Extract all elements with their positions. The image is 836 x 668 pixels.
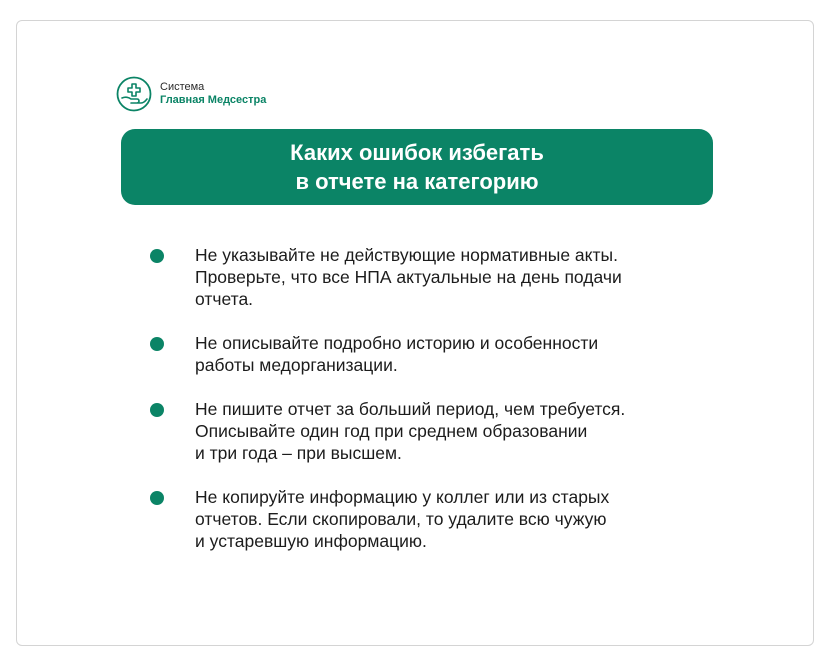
list-item-text: Не указывайте не действующие нормативные акты.: [195, 245, 618, 265]
bullet-dot-icon: [150, 403, 164, 417]
brand-logo[interactable]: [116, 76, 266, 112]
list-item-text: и устаревшую информацию.: [195, 531, 427, 551]
title-banner: [121, 129, 713, 205]
list-item-text: Не описывайте подробно историю и особенности: [195, 333, 599, 353]
list-item: [150, 398, 710, 464]
list-item-text: Не копируйте информацию у коллег или из старых: [195, 487, 610, 507]
bullet-dot-icon: [150, 337, 164, 351]
hand-with-medical-cross-icon: [116, 76, 152, 112]
list-item-text: Описывайте один год при среднем образовании: [195, 421, 588, 441]
list-item-text: и три года – при высшем.: [195, 443, 402, 463]
mistakes-list: [150, 244, 710, 574]
list-item: [150, 244, 710, 310]
banner-title-line1: Каких ошибок избегать: [290, 140, 544, 165]
list-item: [150, 332, 710, 376]
list-item: [150, 486, 710, 552]
bullet-dot-icon: [150, 491, 164, 505]
list-item-text: отчетов. Если скопировали, то удалите всю чужую: [195, 509, 607, 529]
list-item-text: отчета.: [195, 289, 254, 309]
list-item-text: Проверьте, что все НПА актуальные на день подачи: [195, 267, 622, 287]
banner-title-line2: в отчете на категорию: [295, 169, 539, 194]
bullet-dot-icon: [150, 249, 164, 263]
list-item-text: Не пишите отчет за больший период, чем требуется.: [195, 399, 626, 419]
list-item-text: работы медорганизации.: [195, 355, 398, 375]
brand-name-line2: Главная Медсестра: [160, 94, 267, 106]
brand-name: [160, 81, 266, 107]
brand-name-line1: Система: [160, 80, 205, 93]
